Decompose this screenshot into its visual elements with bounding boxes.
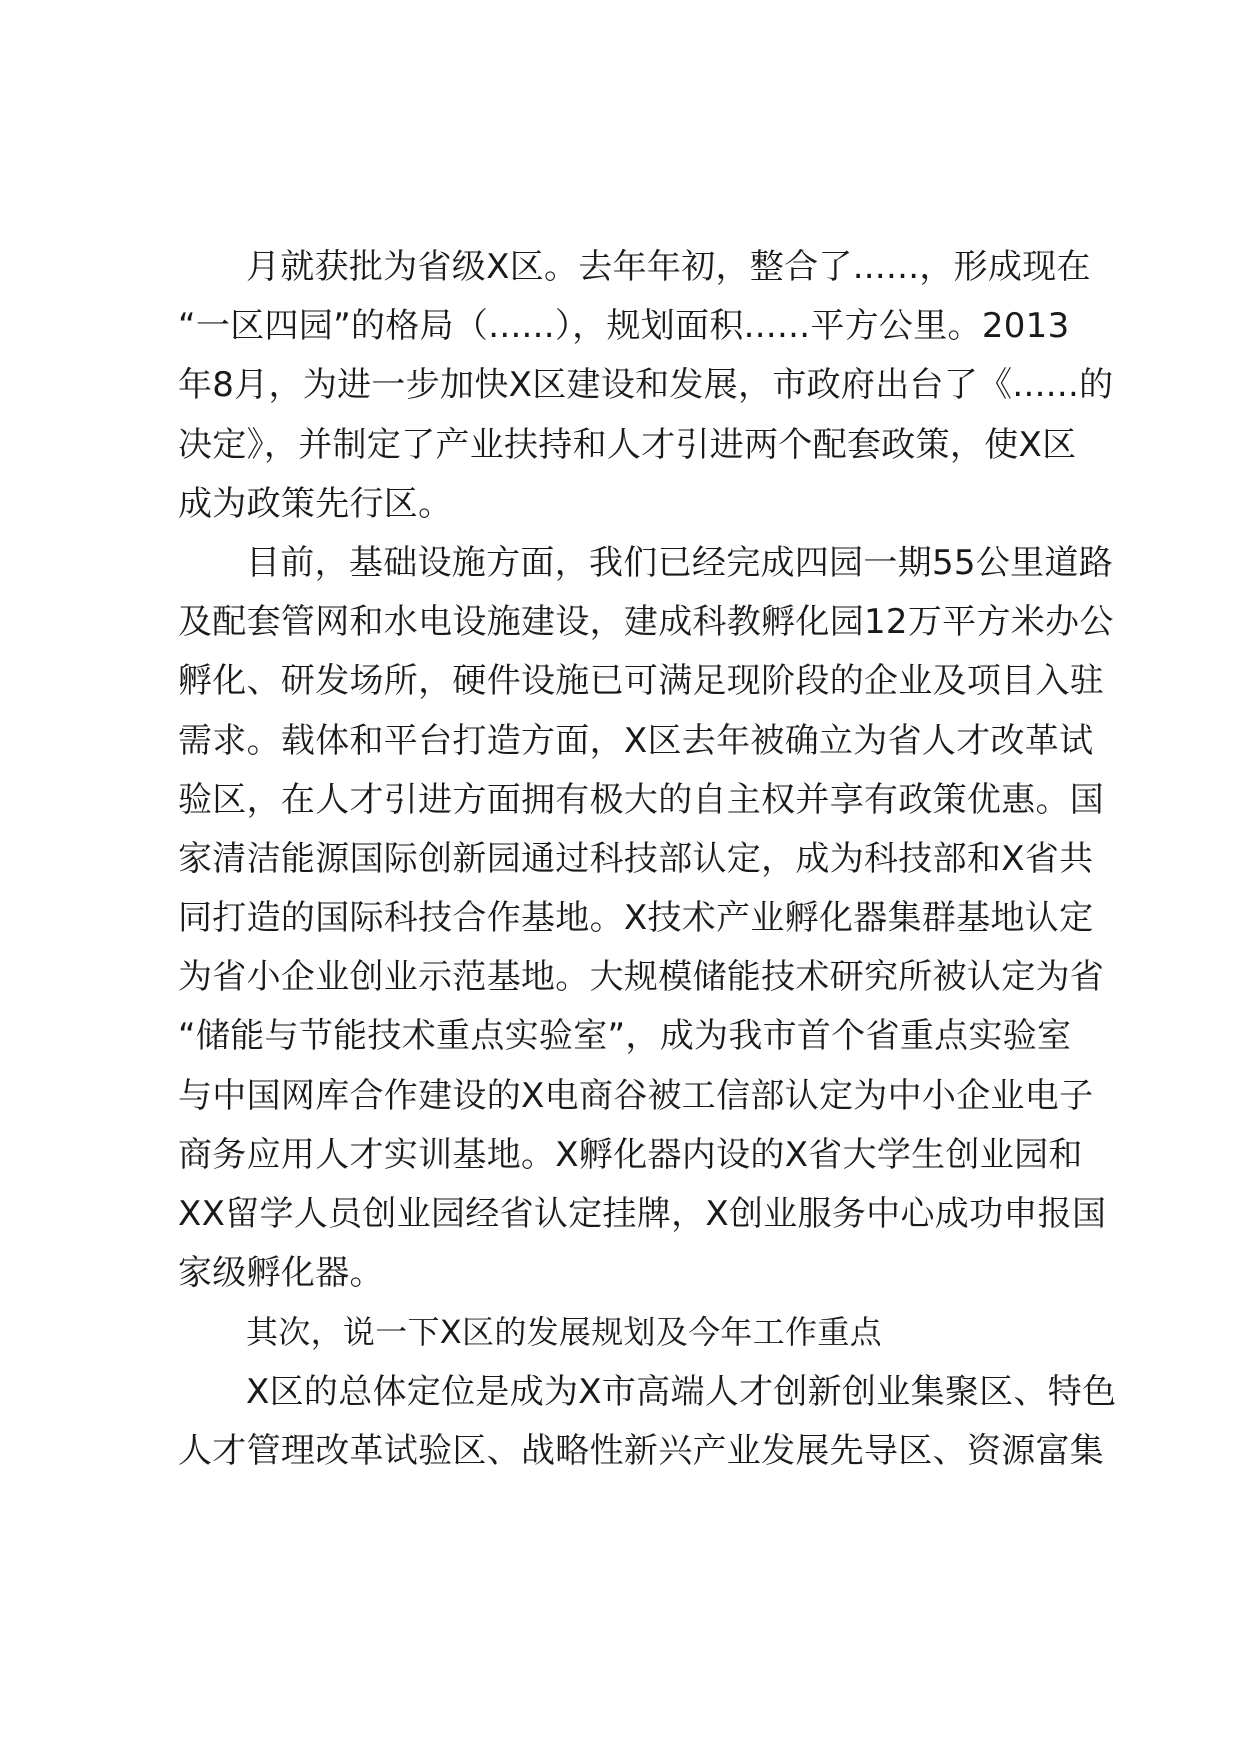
- text-line: 年8月，为进一步加快X区建设和发展，市政府出台了《......的: [178, 365, 1114, 406]
- text-line: X区的总体定位是成为X市高端人才创新创业集聚区、特色: [246, 1371, 1117, 1412]
- text-line: 及配套管网和水电设施建设，建成科教孵化园12万平方米办公: [178, 602, 1114, 643]
- text-line: 月就获批为省级X区。去年年初，整合了......，形成现在: [246, 247, 1091, 287]
- text-line: “一区四园”的格局（......），规划面积......平方公里。2013: [178, 306, 1070, 347]
- body-text: [178, 238, 1117, 1481]
- text-line: 决定》，并制定了产业扶持和人才引进两个配套政策，使X区: [178, 424, 1077, 465]
- text-line: 家级孵化器。: [178, 1253, 384, 1294]
- text-line: 孵化、研发场所，硬件设施已可满足现阶段的企业及项目入驻: [178, 661, 1105, 702]
- text-line: 成为政策先行区。: [178, 483, 453, 524]
- text-line: “储能与节能技术重点实验室”，成为我市首个省重点实验室: [178, 1016, 1072, 1057]
- text-line: 商务应用人才实训基地。X孵化器内设的X省大学生创业园和: [178, 1134, 1083, 1175]
- text-line: 需求。载体和平台打造方面，X区去年被确立为省人才改革试: [178, 720, 1094, 761]
- text-line: 目前，基础设施方面，我们已经完成四园一期55公里道路: [246, 542, 1114, 583]
- text-line: 家清洁能源国际创新园通过科技部认定，成为科技部和X省共: [178, 838, 1094, 879]
- section-heading: 其次，说一下X区的发展规划及今年工作重点: [246, 1313, 882, 1352]
- text-line: XX留学人员创业园经省认定挂牌，X创业服务中心成功申报国: [178, 1194, 1107, 1234]
- text-line: 验区，在人才引进方面拥有极大的自主权并享有政策优惠。国: [178, 779, 1105, 820]
- text-line: 人才管理改革试验区、战略性新兴产业发展先导区、资源富集: [178, 1430, 1105, 1471]
- text-line: 为省小企业创业示范基地。大规模储能技术研究所被认定为省: [178, 957, 1105, 998]
- text-line: 与中国网库合作建设的X电商谷被工信部认定为中小企业电子: [178, 1075, 1094, 1116]
- text-line: 同打造的国际科技合作基地。X技术产业孵化器集群基地认定: [178, 898, 1094, 939]
